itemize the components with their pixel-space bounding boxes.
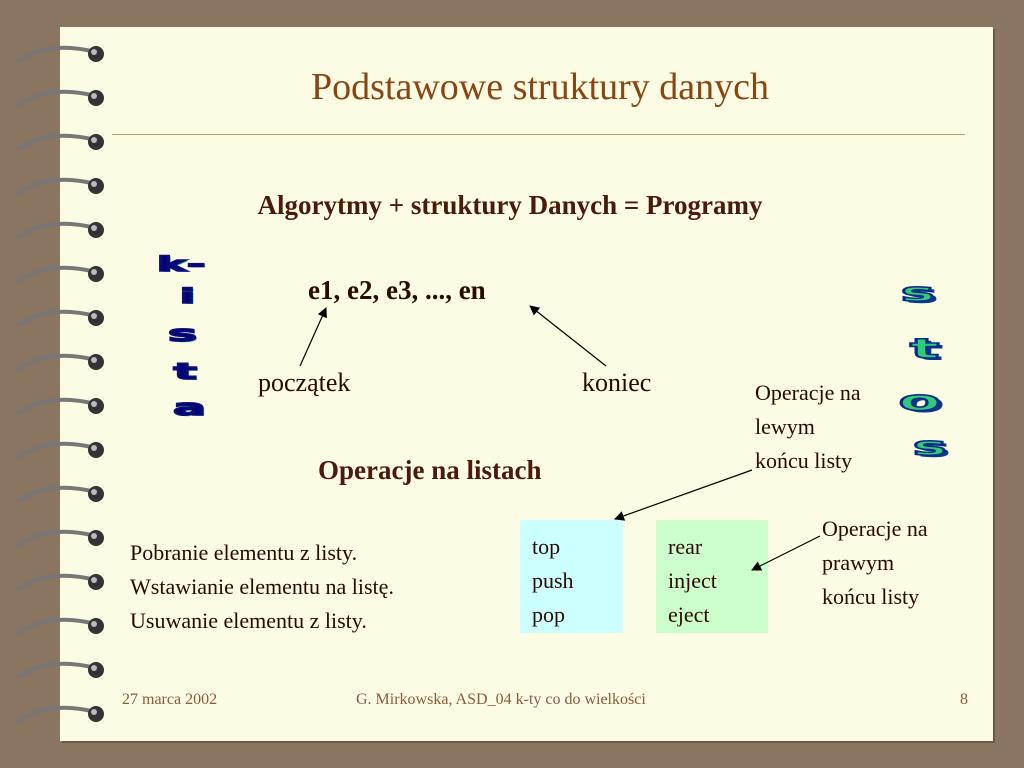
left-operation: top bbox=[532, 534, 561, 559]
start-arrow bbox=[300, 308, 326, 366]
start-label: początek bbox=[258, 368, 351, 397]
left-note-arrow bbox=[615, 470, 752, 519]
lista-letter: k bbox=[157, 252, 187, 276]
stos-letter: t bbox=[909, 332, 940, 365]
lista-letter: a bbox=[173, 396, 206, 421]
operations-list-item: Usuwanie elementu z listy. bbox=[130, 608, 367, 633]
right-operation: eject bbox=[668, 602, 710, 627]
slide-title: Podstawowe struktury danych bbox=[310, 66, 770, 108]
footer-date: 27 marca 2002 bbox=[122, 691, 218, 708]
right-end-note-line: prawym bbox=[822, 550, 895, 575]
right-operation: inject bbox=[668, 568, 717, 593]
right-end-note-line: końcu listy bbox=[822, 584, 920, 609]
stos-letter: s bbox=[900, 278, 935, 308]
lista-letter: t bbox=[173, 360, 197, 385]
stos-letter: o bbox=[898, 384, 941, 417]
right-note-arrow bbox=[752, 536, 820, 570]
operations-list-item: Pobranie elementu z listy. bbox=[130, 540, 358, 565]
left-operation: pop bbox=[532, 602, 565, 627]
end-label: koniec bbox=[582, 368, 652, 397]
right-end-note-line: Operacje na bbox=[822, 516, 928, 541]
lista-letter: - bbox=[187, 252, 206, 276]
left-operation: push bbox=[532, 568, 574, 593]
left-end-note-line: lewym bbox=[755, 414, 815, 439]
formula-heading: Algorytmy + struktury Danych = Programy bbox=[257, 190, 763, 220]
end-arrow bbox=[530, 306, 606, 366]
left-end-note-line: Operacje na bbox=[755, 380, 861, 405]
left-end-note-line: końcu listy bbox=[755, 448, 853, 473]
lista-letter: i bbox=[179, 284, 195, 308]
lista-letter: s bbox=[168, 322, 197, 347]
footer-author: G. Mirkowska, ASD_04 k-ty co do wielkości bbox=[356, 691, 646, 708]
stos-letter: s bbox=[912, 432, 947, 462]
operations-heading: Operacje na listach bbox=[318, 455, 542, 485]
element-sequence: e1, e2, e3, ..., en bbox=[308, 275, 486, 305]
operations-list-item: Wstawianie elementu na listę. bbox=[130, 574, 394, 599]
footer-page-number: 8 bbox=[960, 691, 968, 708]
right-operation: rear bbox=[668, 534, 703, 559]
